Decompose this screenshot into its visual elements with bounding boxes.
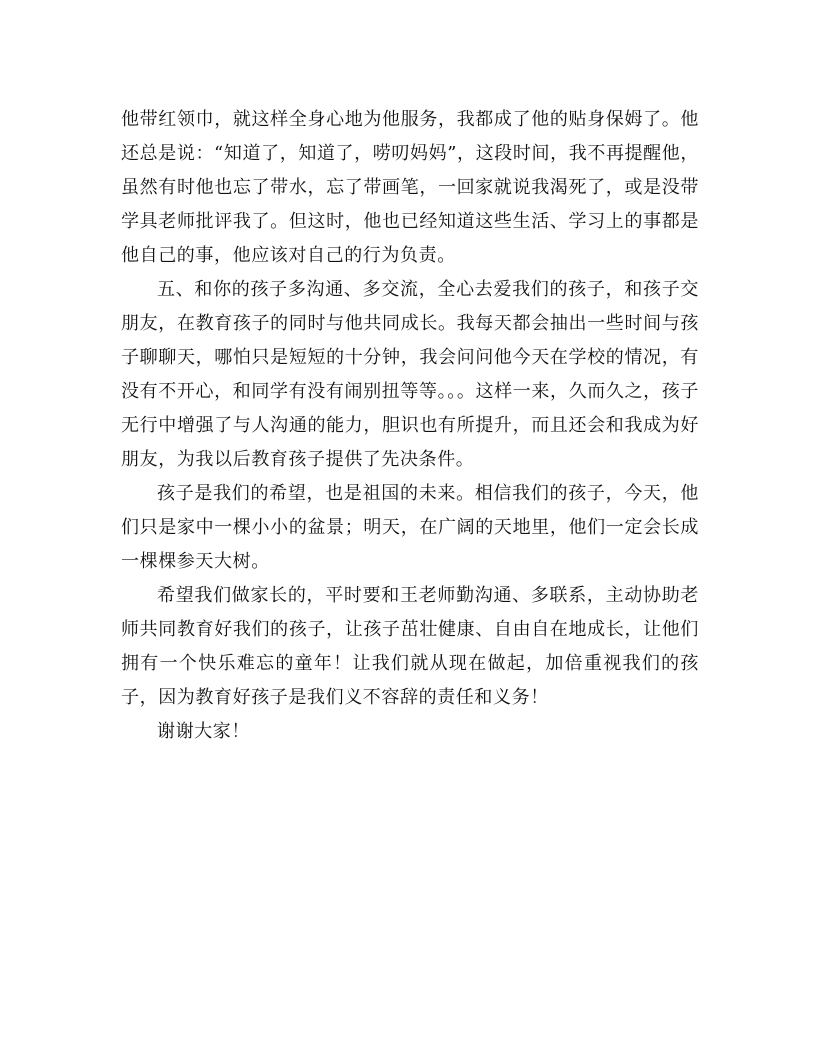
paragraph-parent-appeal: 希望我们做家长的，平时要和王老师勤沟通、多联系，主动协助老师共同教育好我们的孩子，让孩子茁壮健康、自由自在地成长，让他们拥有一个快乐难忘的童年！让我们就从现在做起，加倍重视我们的孩子，因为教育好孩子是我们义不容辞的责任和义务！: [121, 585, 699, 708]
paragraph-hope-future: 孩子是我们的希望，也是祖国的未来。相信我们的孩子，今天，他们只是家中一棵小小的盆景；明天，在广阔的天地里，他们一定会长成一棵棵参天大树。: [121, 483, 699, 572]
paragraph-communication: 五、和你的孩子多沟通、多交流，全心去爱我们的孩子，和孩子交朋友，在教育孩子的同时与他共同成长。我每天都会抽出一些时间与孩子聊聊天，哪怕只是短短的十分钟，我会问问他今天在学校的情况，有没有不开心，和同学有没有闹别扭等等。。。这样一来，久而久之，孩子无行中增强了与人沟通的能力，胆识也有所提升，而且还会和我成为好朋友，为我以后教育孩子提供了先决条件。: [121, 279, 699, 470]
paragraph-continuation: 他带红领巾，就这样全身心地为他服务，我都成了他的贴身保姆了。他还总是说：“知道了，知道了，唠叨妈妈”，这段时间，我不再提醒他，虽然有时他也忘了带水，忘了带画笔，一回家就说我渴死了，或是没带学具老师批评我了。但这时，他也已经知道这些生活、学习上的事都是他自己的事，他应该对自己的行为负责。: [121, 109, 699, 266]
closing-thanks: 谢谢大家！: [157, 721, 250, 742]
document-body: [121, 103, 699, 749]
